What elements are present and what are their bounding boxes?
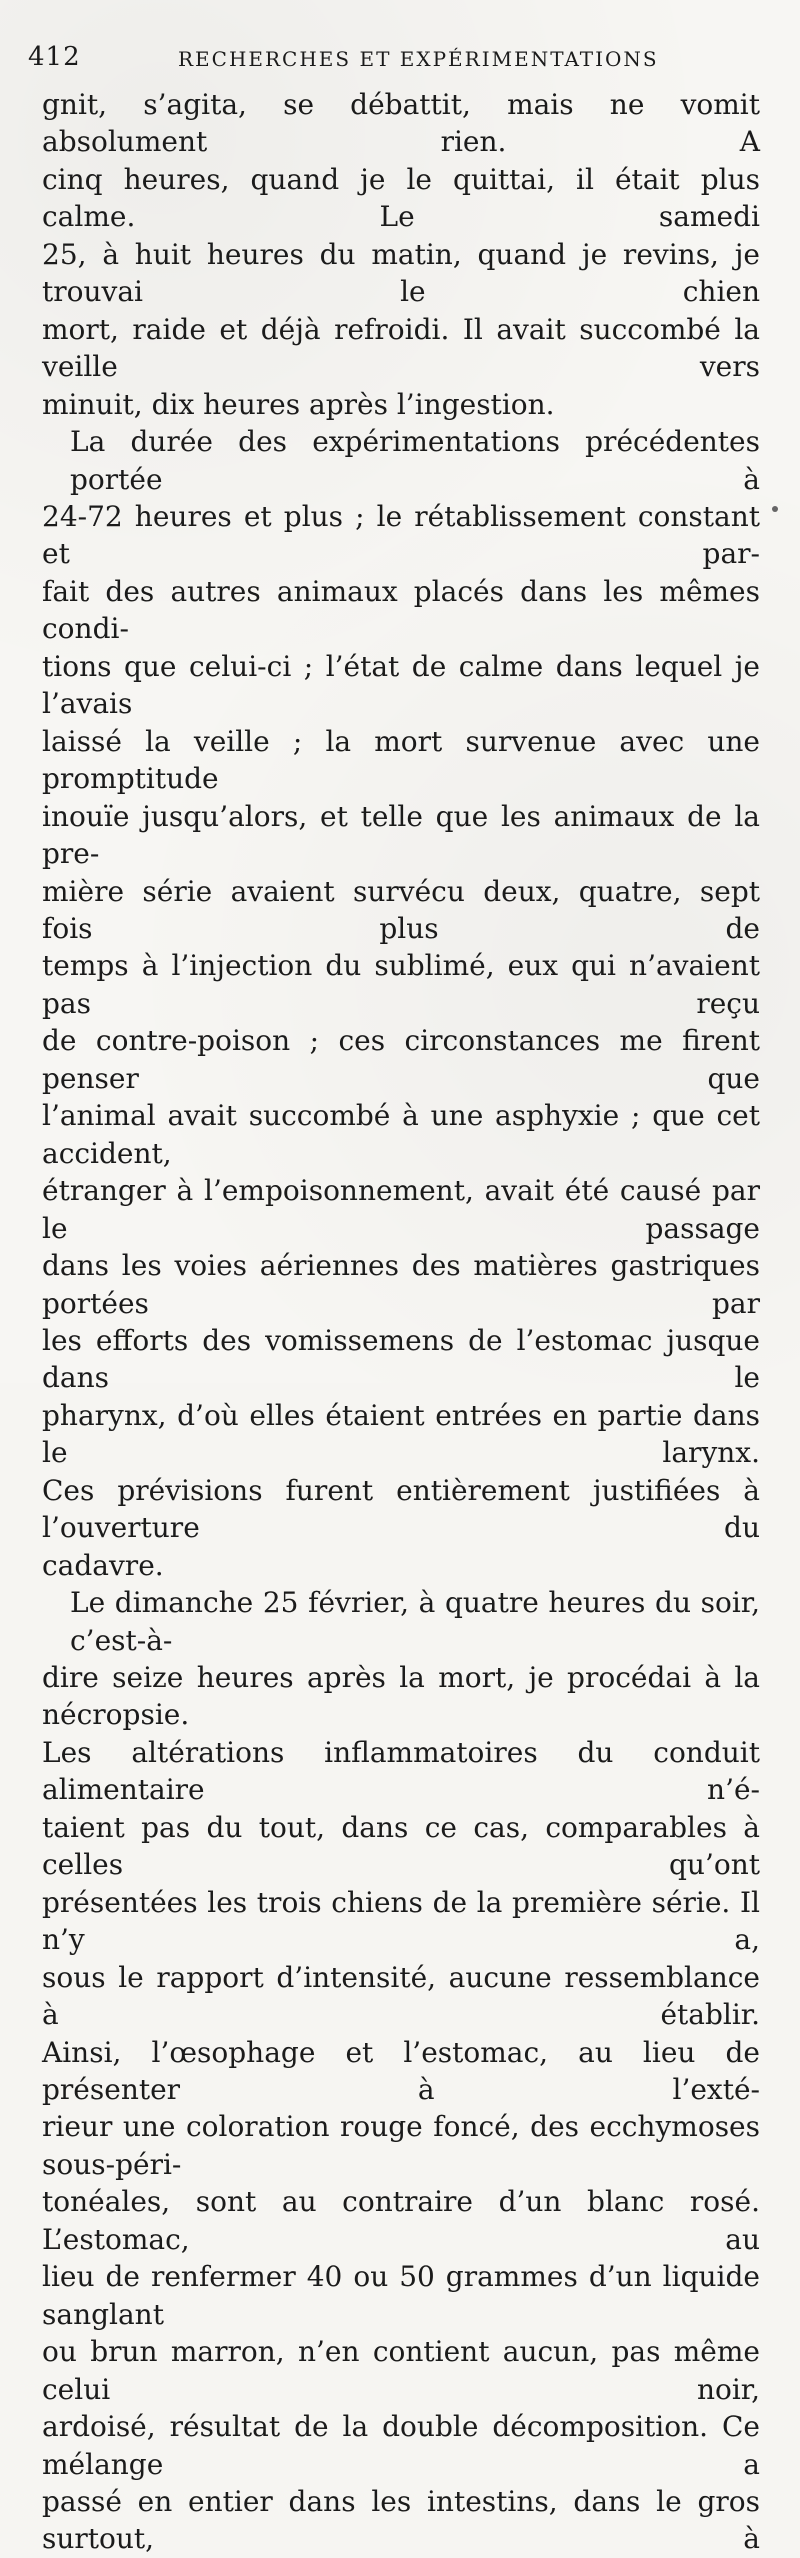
text-line: fait des autres animaux placés dans les mêmes condi- [42, 574, 760, 646]
text-line: présentées les trois chiens de la première série. Il n’y a, [42, 1885, 760, 1957]
text-line: cadavre. [42, 1548, 164, 1582]
text-line: laissé la veille ; la mort survenue avec une promptitude [42, 724, 760, 796]
text-line: ardoisé, résultat de la double décomposition. Ce mélange a [42, 2410, 760, 2481]
text-line: Ainsi, l’œsophage et l’estomac, au lieu de présenter à l’exté- [42, 2035, 760, 2107]
text-line: tions que celui-ci ; l’état de calme dans lequel je l’avais [42, 649, 760, 721]
page-header [28, 40, 780, 76]
text-line: lieu de renfermer 40 ou 50 grammes d’un liquide sanglant [42, 2260, 760, 2331]
text-line: Ces prévisions furent entièrement justifiées à l’ouverture du [42, 1473, 760, 1545]
text-line: étranger à l’empoisonnement, avait été causé par le passage [42, 1174, 760, 1245]
text-line: ou brun marron, n’en contient aucun, pas même celui noir, [42, 2335, 760, 2406]
text-line: 25, à huit heures du matin, quand je revins, je trouvai le chien [42, 237, 760, 309]
paragraph-start-line: La durée des expérimentations précédentes portée à [70, 425, 760, 496]
text-line: mière série avaient survécu deux, quatre, sept fois plus de [42, 874, 760, 945]
page-number: 412 [28, 42, 81, 72]
text-line: dire seize heures après la mort, je procédai à la nécropsie. [42, 1661, 760, 1732]
text-line: sous le rapport d’intensité, aucune ressemblance à établir. [42, 1960, 760, 2032]
text-line: rieur une coloration rouge foncé, des ecchymoses sous-péri- [42, 2110, 760, 2181]
text-line: pharynx, d’où elles étaient entrées en partie dans le larynx. [42, 1398, 760, 1470]
ink-speck [772, 506, 778, 512]
text-line: cinq heures, quand je le quittai, il était plus calme. Le samedi [42, 162, 760, 234]
text-line: taient pas du tout, dans ce cas, comparables à celles qu’ont [42, 1810, 760, 1882]
text-line: tonéales, sont au contraire d’un blanc rosé. L’estomac, au [42, 2185, 760, 2256]
text-line: temps à l’injection du sublimé, eux qui n’avaient pas reçu [42, 949, 760, 1020]
text-line: inouïe jusqu’alors, et telle que les animaux de la pre- [42, 799, 760, 871]
text-line: passé en entier dans les intestins, dans le gros surtout, à [42, 2485, 760, 2556]
text-line: mort, raide et déjà refroidi. Il avait succombé la veille vers [42, 312, 760, 384]
text-line: Les altérations inflammatoires du conduit alimentaire n’é- [42, 1735, 760, 1807]
text-line: 24-72 heures et plus ; le rétablissement constant et par- [42, 499, 760, 571]
text-line: de contre-poison ; ces circonstances me firent penser que [42, 1024, 760, 1095]
text-line: minuit, dix heures après l’ingestion. [42, 387, 555, 421]
text-line: les efforts des vomissemens de l’estomac jusque dans le [42, 1323, 760, 1395]
text-line: gnit, s’agita, se débattit, mais ne vomit absolument rien. A [42, 88, 760, 159]
body-text [42, 86, 760, 2558]
running-head: RECHERCHES ET EXPÉRIMENTATIONS [178, 47, 659, 71]
paragraph-start-line: Le dimanche 25 février, à quatre heures du soir, c’est-à- [70, 1586, 760, 1657]
text-line: dans les voies aériennes des matières gastriques portées par [42, 1249, 760, 1320]
text-line: l’animal avait succombé à une asphyxie ; que cet accident, [42, 1099, 760, 1170]
